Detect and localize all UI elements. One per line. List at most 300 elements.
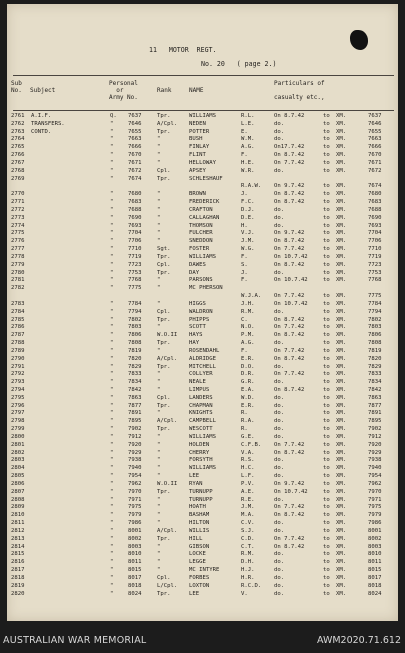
cell-date: On 7.7.42: [274, 371, 305, 378]
cell-sub-no: 2814: [11, 543, 25, 550]
cell-rank: A/Cpl.: [157, 120, 178, 127]
cell-xm-no: 7954: [368, 473, 382, 480]
cell-xm-no: 7902: [368, 426, 382, 433]
cell-initials: E.: [241, 128, 248, 135]
cell-sub-no: 2808: [11, 496, 25, 503]
cell-to: to: [323, 214, 330, 221]
table-row: [11, 160, 395, 168]
cell-to: to: [323, 308, 330, 315]
cell-rank: ": [157, 433, 161, 440]
cell-to: to: [323, 206, 330, 213]
table-row: [11, 348, 395, 356]
cell-ditto: ": [110, 120, 114, 127]
table-row: [11, 301, 395, 309]
cell-to: to: [323, 394, 330, 401]
cell-date: On 8.7.42: [274, 512, 305, 519]
cell-initials: C.: [241, 316, 248, 323]
cell-sub-no: 2783: [11, 300, 25, 307]
cell-sub-no: 2801: [11, 441, 25, 448]
cell-army-no: 7912: [128, 433, 142, 440]
cell-rank: A/Cpl.: [157, 418, 178, 425]
cell-sub-no: 2797: [11, 410, 25, 417]
cell-rank: ": [157, 277, 161, 284]
cell-ditto: ": [110, 355, 114, 362]
cell-initials: R.L.: [241, 113, 255, 119]
cell-initials: W.D.: [241, 394, 255, 401]
cell-xm: XM.: [336, 433, 347, 440]
cell-army-no: 7690: [128, 214, 142, 221]
cell-rank: Cpl.: [157, 167, 171, 174]
cell-xm: XM.: [336, 363, 347, 370]
cell-army-no: 8018: [128, 582, 142, 589]
cell-ditto: ": [110, 191, 114, 198]
cell-sub-no: 2804: [11, 465, 25, 472]
cell-sub-no: 2768: [11, 167, 25, 174]
cell-xm: XM.: [336, 113, 347, 119]
cell-ditto: ": [110, 535, 114, 542]
cell-xm-no: 8015: [368, 567, 382, 574]
cell-xm-no: 8010: [368, 551, 382, 558]
cell-rank: Tpr.: [157, 269, 171, 276]
cell-ditto: ": [110, 574, 114, 581]
cell-ditto: ": [110, 480, 114, 487]
table-row: [11, 567, 395, 575]
cell-army-no: 7806: [128, 332, 142, 339]
cell-date: do.: [274, 128, 285, 135]
cell-to: to: [323, 441, 330, 448]
cell-to: to: [323, 574, 330, 581]
cell-date: do.: [274, 496, 285, 503]
cell-xm: XM.: [336, 206, 347, 213]
table-row: [11, 512, 395, 520]
cell-sub-no: 2794: [11, 386, 25, 393]
cell-to: to: [323, 371, 330, 378]
cell-army-no: 7877: [128, 402, 142, 409]
cell-initials: R.M.: [241, 308, 255, 315]
cell-to: to: [323, 183, 330, 190]
cell-ditto: ": [110, 316, 114, 323]
cell-to: to: [323, 269, 330, 276]
table-row: [11, 168, 395, 176]
cell-xm: XM.: [336, 238, 347, 245]
cell-xm: XM.: [336, 574, 347, 581]
cell-to: to: [323, 582, 330, 589]
cell-rank: ": [157, 300, 161, 307]
cell-date: On 8.7.42: [274, 543, 305, 550]
cell-name: PARSONS: [189, 277, 213, 284]
cell-ditto: ": [110, 512, 114, 519]
cell-sub-no: 2774: [11, 222, 25, 229]
cell-rank: ": [157, 144, 161, 151]
cell-xm-no: 7834: [368, 379, 382, 386]
cell-rank: ": [157, 371, 161, 378]
cell-rank: Tpr.: [157, 316, 171, 323]
cell-date: On 7.7.42: [274, 324, 305, 331]
cell-xm-no: 7655: [368, 128, 382, 135]
cell-xm-no: 8011: [368, 559, 382, 566]
cell-ditto: ": [110, 488, 114, 495]
cell-xm: XM.: [336, 371, 347, 378]
cell-sub-no: 2813: [11, 535, 25, 542]
cell-date: On 10.7.42: [274, 277, 308, 284]
cell-name: WILLIAMS: [189, 113, 216, 119]
cell-to: to: [323, 535, 330, 542]
cell-to: to: [323, 355, 330, 362]
cell-initials: E.R.: [241, 402, 255, 409]
cell-initials: H.C.: [241, 465, 255, 472]
cell-name: WESCOTT: [189, 426, 213, 433]
cell-rank: ": [157, 512, 161, 519]
footer-credit: AUSTRALIAN WAR MEMORIAL: [3, 635, 147, 646]
cell-initials: V.J.: [241, 230, 255, 237]
cell-army-no: 7986: [128, 520, 142, 527]
cell-ditto: ": [110, 340, 114, 347]
cell-xm-no: 7940: [368, 465, 382, 472]
cell-initials: H.: [241, 222, 248, 229]
table-row: [11, 262, 395, 270]
cell-sub-no: 2793: [11, 379, 25, 386]
cell-xm: XM.: [336, 520, 347, 527]
cell-xm: XM.: [336, 332, 347, 339]
cell-initials: C.V.: [241, 520, 255, 527]
cell-rank: ": [157, 504, 161, 511]
cell-to: to: [323, 230, 330, 237]
cell-army-no: 7794: [128, 308, 142, 315]
cell-ditto: ": [110, 394, 114, 401]
cell-xm: XM.: [336, 535, 347, 542]
cell-to: to: [323, 386, 330, 393]
cell-to: to: [323, 473, 330, 480]
cell-ditto: ": [110, 206, 114, 213]
cell-ditto: ": [110, 347, 114, 354]
cell-initials: P.M.: [241, 332, 255, 339]
cell-army-no: 7895: [128, 418, 142, 425]
cell-name: POTTER: [189, 128, 210, 135]
cell-date: On 8.7.42: [274, 449, 305, 456]
cell-army-no: 7863: [128, 394, 142, 401]
cell-xm-no: 8017: [368, 574, 382, 581]
cell-name: FLINT: [189, 152, 206, 159]
cell-to: to: [323, 324, 330, 331]
table-row: [11, 364, 395, 372]
cell-sub-no: 2807: [11, 488, 25, 495]
cell-initials: D.J.: [241, 206, 255, 213]
cell-xm-no: 7938: [368, 457, 382, 464]
cell-date: do.: [274, 379, 285, 386]
cell-army-no: 7808: [128, 340, 142, 347]
cell-date: do.: [274, 269, 285, 276]
cell-rank: Tpr.: [157, 175, 171, 182]
cell-initials: M.A.: [241, 512, 255, 519]
cell-to: to: [323, 136, 330, 143]
cell-ditto: ": [110, 441, 114, 448]
cell-xm: XM.: [336, 480, 347, 487]
cell-army-no: 7842: [128, 386, 142, 393]
cell-xm: XM.: [336, 159, 347, 166]
cell-rank: ": [157, 465, 161, 472]
cell-to: to: [323, 144, 330, 151]
table-row: [11, 559, 395, 567]
cell-xm-no: 7688: [368, 206, 382, 213]
cell-rank: ": [157, 222, 161, 229]
table-row: [11, 583, 395, 591]
cell-xm-no: 7719: [368, 253, 382, 260]
cell-xm: XM.: [336, 324, 347, 331]
cell-to: to: [323, 559, 330, 566]
table-row: [11, 575, 395, 583]
cell-xm-no: 7829: [368, 363, 382, 370]
table-row: [11, 481, 395, 489]
cell-to: to: [323, 457, 330, 464]
cell-xm: XM.: [336, 441, 347, 448]
cell-initials: J.: [241, 269, 248, 276]
table-row: [11, 465, 395, 473]
cell-date: On 7.7.42: [274, 441, 305, 448]
cell-initials: F.C.: [241, 199, 255, 206]
cell-xm: XM.: [336, 567, 347, 574]
cell-ditto: ": [110, 567, 114, 574]
cell-subject: CONTD.: [31, 128, 52, 135]
cell-date: do.: [274, 582, 285, 589]
table-row: [11, 144, 395, 152]
cell-initials: A.G.: [241, 144, 255, 151]
cell-initials: E.R.: [241, 355, 255, 362]
cell-sub-no: 2770: [11, 191, 25, 198]
cell-name: LEE: [189, 590, 200, 597]
cell-date: On 8.7.42: [274, 238, 305, 245]
cell-name: FORBES: [189, 574, 210, 581]
cell-sub-no: 2815: [11, 551, 25, 558]
cell-army-no: 8002: [128, 535, 142, 542]
cell-xm: XM.: [336, 261, 347, 268]
cell-xm-no: 8024: [368, 590, 382, 597]
cell-sub-no: 2790: [11, 355, 25, 362]
cell-name: NEDEN: [189, 120, 206, 127]
cell-ditto: ": [110, 199, 114, 206]
table-row: [11, 246, 395, 254]
cell-army-no: 7672: [128, 167, 142, 174]
cell-xm: XM.: [336, 473, 347, 480]
cell-name: HAYS: [189, 332, 203, 339]
cell-date: do.: [274, 214, 285, 221]
cell-sub-no: 2775: [11, 230, 25, 237]
table-row: [11, 434, 395, 442]
cell-to: to: [323, 277, 330, 284]
cell-rank: Sgt.: [157, 246, 171, 253]
cell-xm-no: 7671: [368, 159, 382, 166]
cell-to: to: [323, 347, 330, 354]
cell-date: do.: [274, 559, 285, 566]
cell-to: to: [323, 128, 330, 135]
table-row: [11, 489, 395, 497]
table-row: [11, 536, 395, 544]
cell-to: to: [323, 504, 330, 511]
cell-xm-no: 7806: [368, 332, 382, 339]
cell-date: On 8.7.42: [274, 199, 305, 206]
cell-xm: XM.: [336, 559, 347, 566]
cell-rank: ": [157, 386, 161, 393]
table-row: [11, 473, 395, 481]
cell-initials: L.E.: [241, 120, 255, 127]
cell-xm: XM.: [336, 222, 347, 229]
cell-xm: XM.: [336, 300, 347, 307]
cell-ditto: ": [110, 527, 114, 534]
cell-initials: F.: [241, 277, 248, 284]
table-row: [11, 230, 395, 238]
cell-sub-no: 2817: [11, 567, 25, 574]
cell-name: HOLDEN: [189, 441, 210, 448]
cell-rank: ": [157, 567, 161, 574]
table-row: [11, 528, 395, 536]
cell-date: On 8.7.42: [274, 316, 305, 323]
cell-sub-no: 2816: [11, 559, 25, 566]
table-row: [11, 340, 395, 348]
cell-name: WILLIAMS: [189, 253, 216, 260]
cell-to: to: [323, 253, 330, 260]
cell-sub-no: 2771: [11, 199, 25, 206]
cell-army-no: 7833: [128, 371, 142, 378]
cell-army-no: 8010: [128, 551, 142, 558]
cell-army-no: 7802: [128, 316, 142, 323]
cell-name: PHIPPS: [189, 316, 210, 323]
cell-ditto: ": [110, 136, 114, 143]
cell-rank: ": [157, 543, 161, 550]
cell-name: WALDRON: [189, 308, 213, 315]
cell-army-no: 7671: [128, 159, 142, 166]
cell-rank: ": [157, 159, 161, 166]
cell-xm: XM.: [336, 214, 347, 221]
cell-ditto: ": [110, 222, 114, 229]
cell-sub-no: 2810: [11, 512, 25, 519]
cell-name: TURNUPP: [189, 496, 213, 503]
cell-army-no: 7655: [128, 128, 142, 135]
cell-xm-no: 7674: [368, 183, 382, 190]
cell-xm: XM.: [336, 120, 347, 127]
cell-date: do.: [274, 590, 285, 597]
cell-xm-no: 7929: [368, 449, 382, 456]
cell-xm-no: 8003: [368, 543, 382, 550]
cell-date: do.: [274, 402, 285, 409]
cell-sub-no: 2795: [11, 394, 25, 401]
cell-name: LEGGE: [189, 559, 206, 566]
table-row: [11, 403, 395, 411]
cell-ditto: ": [110, 543, 114, 550]
cell-rank: ": [157, 285, 161, 292]
cell-army-no: 7775: [128, 285, 142, 292]
cell-date: do.: [274, 206, 285, 213]
cell-xm-no: 7753: [368, 269, 382, 276]
cell-name: LEE: [189, 473, 200, 480]
cell-army-no: 7753: [128, 269, 142, 276]
header-rule-bottom: [13, 110, 394, 111]
cell-xm: XM.: [336, 449, 347, 456]
cell-xm-no: 7802: [368, 316, 382, 323]
cell-date: On 9.7.42: [274, 480, 305, 487]
cell-date: On 9.7.42: [274, 183, 305, 190]
cell-ditto: ": [110, 520, 114, 527]
cell-sub-no: 2811: [11, 520, 25, 527]
cell-rank: ": [157, 206, 161, 213]
cell-xm: XM.: [336, 199, 347, 206]
cell-name: HILL: [189, 535, 203, 542]
table-row: [11, 371, 395, 379]
cell-army-no: 7646: [128, 120, 142, 127]
cell-rank: Cpl.: [157, 574, 171, 581]
cell-date: On 7.7.42: [274, 504, 305, 511]
cell-name: RYAN: [189, 480, 203, 487]
table-row: [11, 317, 395, 325]
cell-rank: ": [157, 152, 161, 159]
cell-ditto: ": [110, 230, 114, 237]
cell-ditto: ": [110, 300, 114, 307]
table-row: [11, 387, 395, 395]
cell-army-no: 7962: [128, 480, 142, 487]
column-name: NAME: [189, 87, 204, 94]
cell-sub-no: 2787: [11, 332, 25, 339]
cell-date: On 7.7.42: [274, 293, 305, 300]
cell-army-no: 7829: [128, 363, 142, 370]
cell-xm: XM.: [336, 465, 347, 472]
cell-name: CHERRY: [189, 449, 210, 456]
cell-xm-no: 7710: [368, 246, 382, 253]
cell-ditto: ": [110, 363, 114, 370]
cell-xm-no: 7808: [368, 340, 382, 347]
cell-initials: F.: [241, 347, 248, 354]
cell-army-no: 7663: [128, 136, 142, 143]
cell-name: GIBSON: [189, 543, 210, 550]
cell-to: to: [323, 238, 330, 245]
cell-sub-no: 2780: [11, 269, 25, 276]
cell-date: do.: [274, 394, 285, 401]
cell-sub-no: 2786: [11, 324, 25, 331]
cell-date: do.: [274, 167, 285, 174]
footer-bar: [0, 621, 405, 653]
cell-name: LIMPUS: [189, 386, 210, 393]
cell-initials: D.H.: [241, 559, 255, 566]
cell-initials: H.E.: [241, 159, 255, 166]
cell-xm-no: 7683: [368, 199, 382, 206]
cell-xm: XM.: [336, 504, 347, 511]
cell-army-no: 8003: [128, 543, 142, 550]
cell-rank: Cpl.: [157, 394, 171, 401]
cell-name: HAY: [189, 340, 200, 347]
cell-army-no: 7710: [128, 246, 142, 253]
cell-date: do.: [274, 520, 285, 527]
cell-name: HIGGS: [189, 300, 206, 307]
table-row: [11, 591, 395, 599]
cell-initials: S.: [241, 261, 248, 268]
cell-xm: XM.: [336, 418, 347, 425]
cell-rank: Tpr.: [157, 402, 171, 409]
cell-name: HOATH: [189, 504, 206, 511]
cell-to: to: [323, 300, 330, 307]
cell-to: to: [323, 567, 330, 574]
cell-xm: XM.: [336, 230, 347, 237]
cell-xm: XM.: [336, 426, 347, 433]
cell-to: to: [323, 113, 330, 119]
cell-ditto: Q.: [110, 113, 117, 119]
cell-army-no: 7683: [128, 199, 142, 206]
cell-ditto: ": [110, 253, 114, 260]
cell-rank: A/Cpl.: [157, 527, 178, 534]
cell-xm: XM.: [336, 152, 347, 159]
cell-rank: ": [157, 191, 161, 198]
cell-xm-no: 7971: [368, 496, 382, 503]
cell-xm-no: 7975: [368, 504, 382, 511]
cell-xm: XM.: [336, 183, 347, 190]
cell-to: to: [323, 340, 330, 347]
cell-xm: XM.: [336, 316, 347, 323]
